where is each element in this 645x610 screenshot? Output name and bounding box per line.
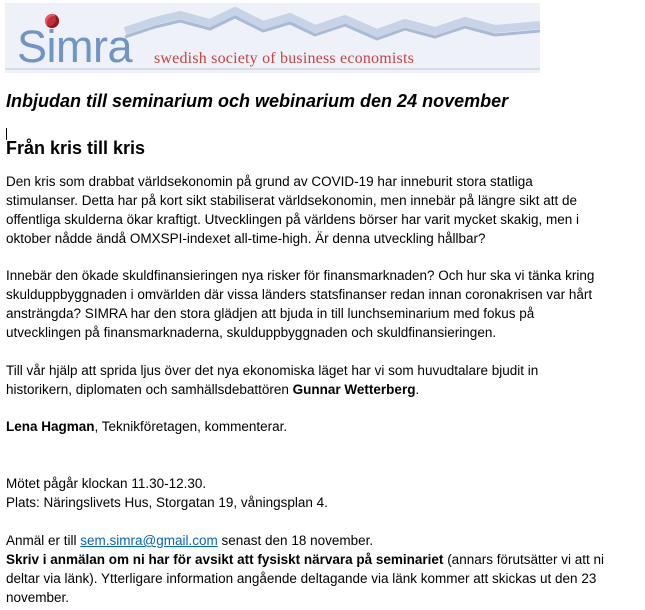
tagline: swedish society of business economists (154, 50, 415, 67)
email-link[interactable]: sem.simra@gmail.com (80, 533, 218, 548)
text-line: ansträngda? SIMRA har den stora glädjen att bjuda in till lunchseminarium med fokus på (6, 306, 535, 321)
text-line (6, 380, 631, 399)
text-line: november. (6, 590, 70, 605)
meeting-place: Plats: Näringslivets Hus, Storgatan 19, våningsplan 4. (6, 495, 328, 510)
logo-text: Simra (17, 21, 133, 72)
text-span: . (415, 382, 420, 397)
text-line: skulduppbyggnaden i omvärlden där vissa länders statsfinanser redan innan coronakrisen var hårt (6, 287, 593, 302)
text-line (6, 550, 631, 569)
text-span: , Teknikföretagen, kommenterar. (94, 419, 288, 434)
bold-note: Skriv i anmälan om ni har för avsikt att fysiskt närvara på seminariet (6, 552, 444, 567)
paragraph-1 (6, 172, 631, 248)
paragraph-2 (6, 266, 631, 342)
text-span: (annars förutsätter vi att ni (443, 552, 605, 567)
meeting-time: Mötet pågår klockan 11.30-12.30. (6, 476, 207, 491)
text-line: offentliga skulderna ökar kraftigt. Utvecklingen på världens börser har varit mycket skakig, men i (6, 212, 580, 227)
text-span: Anmäl er till (6, 533, 81, 548)
text-line: utvecklingen på finansmarknaderna, skulduppbyggnaden och skuldfinansieringen. (6, 325, 497, 340)
text-line: oktober nådde ändå OMXSPI-indexet all-time-high. Är denna utveckling hållbar? (6, 231, 486, 246)
text-line: stimulanser. Detta har på kort sikt stabiliserat världsekonomin, men innebär på längre sikt att de (6, 193, 578, 208)
text-line (6, 531, 631, 550)
paragraph-3 (6, 361, 631, 399)
commentator-name: Lena Hagman (6, 419, 95, 434)
paragraph-4 (6, 417, 631, 436)
text-line: Den kris som drabbat världsekonomin på grund av COVID-19 har inneburit stora statliga (6, 174, 533, 189)
text-line: Till vår hjälp att sprida ljus över det nya ekonomiska läget har vi som huvudtalare bjudit in (6, 363, 539, 378)
text-line: Innebär den ökade skuldfinansieringen nya risker för finansmarknaden? Och hur ska vi tänka kring (6, 268, 595, 283)
simra-banner (5, 3, 540, 73)
text-line: deltar via länk). Ytterligare information angående deltagande via länk kommer att skickas ut den 23 (6, 571, 597, 586)
text-span: historikern, diplomaten och samhällsdebattören (6, 382, 293, 397)
speaker-name: Gunnar Wetterberg (292, 382, 416, 397)
section-heading: Från kris till kris (6, 138, 146, 158)
signup-paragraph (6, 531, 631, 607)
page-title: Inbjudan till seminarium och webinarium den 24 november (6, 91, 509, 111)
text-span: senast den 18 november. (217, 533, 374, 548)
